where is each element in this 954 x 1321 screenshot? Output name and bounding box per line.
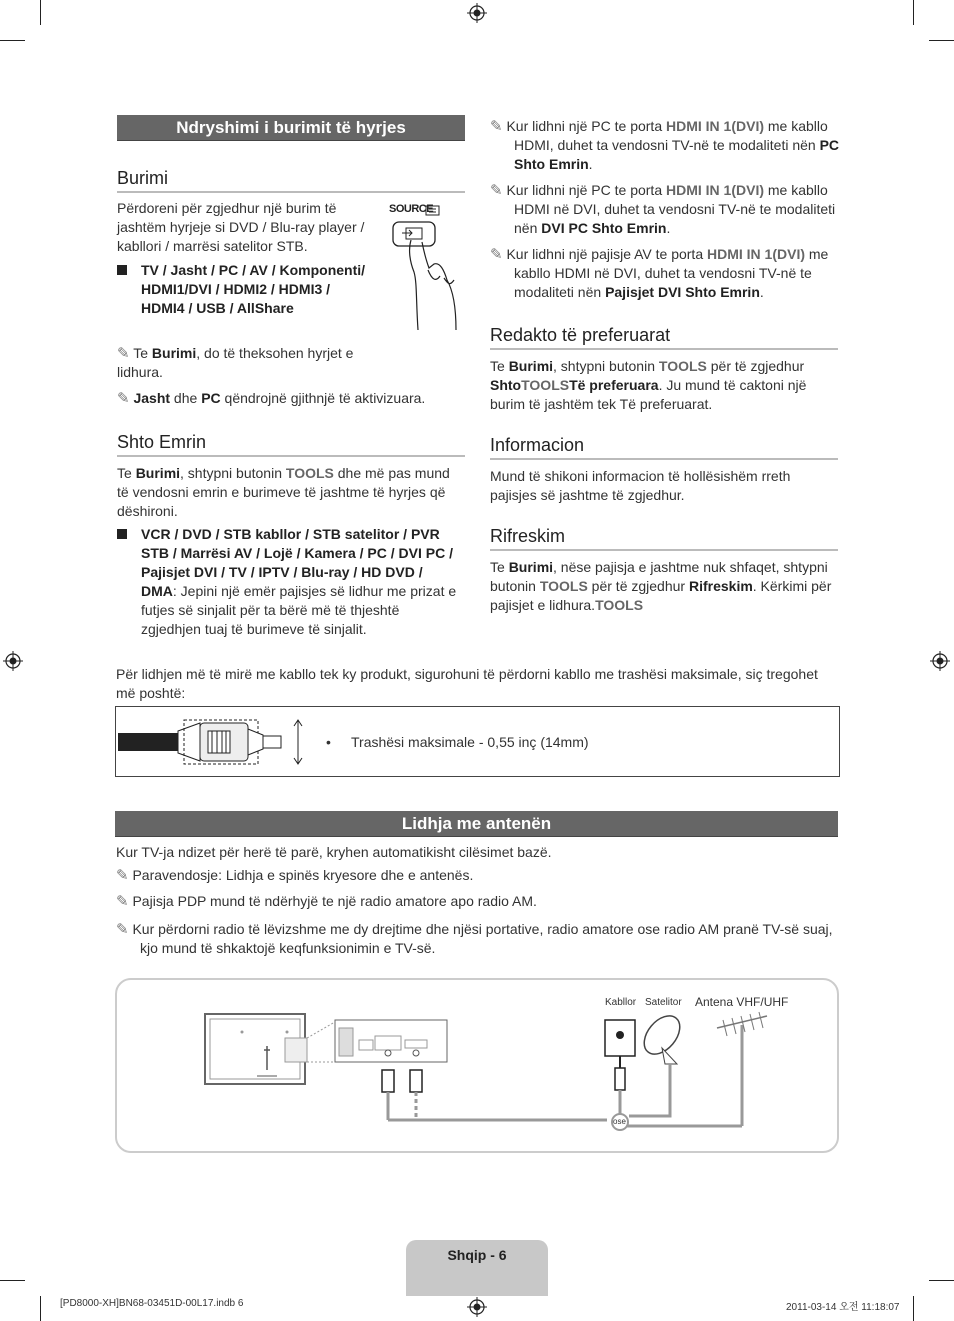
crop-mark bbox=[40, 1296, 41, 1321]
page-number: Shqip - 6 bbox=[447, 1247, 507, 1263]
crop-mark bbox=[929, 40, 954, 41]
hdmi-note-2: ✎ Kur lidhni një PC te porta HDMI IN 1(DVI) me kabllo HDMI në DVI, duhet ta vendosni TV-në te modaliteti nën DVI PC Shto Emrin. bbox=[490, 182, 836, 236]
hdmi-note-1: ✎ Kur lidhni një PC te porta HDMI IN 1(DVI) me kabllo HDMI, duhet ta vendosni TV-në te modaliteti nën PC Shto Emrin. bbox=[490, 118, 840, 172]
pencil-note-icon: ✎ bbox=[116, 921, 129, 938]
heading-informacion: Informacion bbox=[490, 435, 838, 460]
crop-mark bbox=[929, 1280, 954, 1281]
section-title-bar: Ndryshimi i burimit të hyrjes bbox=[117, 115, 465, 141]
pencil-note-icon: ✎ bbox=[117, 345, 130, 362]
pencil-note-icon: ✎ bbox=[116, 867, 129, 884]
pencil-note-icon: ✎ bbox=[116, 893, 129, 910]
antenna-note-1: ✎ Paravendosje: Lidhja e spinës kryesore dhe e antenës. bbox=[116, 867, 474, 884]
crop-mark bbox=[913, 0, 914, 25]
crop-mark bbox=[0, 40, 25, 41]
antenna-intro: Kur TV-ja ndizet për herë të parë, kryhen automatikisht cilësimet bazë. bbox=[116, 844, 552, 860]
pencil-note-icon: ✎ bbox=[117, 390, 130, 407]
crop-mark bbox=[913, 1296, 914, 1321]
cable-intro: Për lidhjen më të mirë me kabllo tek ky produkt, sigurohuni të përdorni kabllo me trashësi maksimale, siç tregohet më poshtë: bbox=[116, 666, 818, 701]
informacion-text: Mund të shikoni informacion të hollësishëm rreth pajisjes së jashtme të zgjedhur. bbox=[490, 468, 791, 503]
source-label: SOURCE bbox=[389, 203, 434, 215]
heading-shto-emrin: Shto Emrin bbox=[117, 432, 465, 457]
pencil-note-icon: ✎ bbox=[490, 118, 503, 135]
source-button-illustration bbox=[384, 200, 466, 332]
burimi-note-2: ✎ Jasht dhe PC qëndrojnë gjithnjë të aktivizuara. bbox=[117, 390, 426, 407]
crop-mark bbox=[40, 0, 41, 25]
label-ose: ose bbox=[613, 1117, 626, 1126]
label-antena: Antena VHF/UHF bbox=[695, 995, 789, 1009]
file-name: [PD8000-XH]BN68-03451D-00L17.indb 6 bbox=[60, 1298, 244, 1309]
spec-bullet: • bbox=[326, 734, 331, 750]
burimi-intro: Përdoreni për zgjedhur një burim të jashtëm hyrjeje si DVD / Blu-ray player / kabllori / marrësi satelitor STB. bbox=[117, 200, 365, 254]
antenna-connection-diagram bbox=[115, 978, 839, 1153]
burimi-note-1: ✎ Te Burimi, do të theksohen hyrjet e lidhura. bbox=[117, 345, 354, 380]
antenna-title-bar: Lidhja me antenën bbox=[115, 811, 838, 837]
crosshair-icon bbox=[3, 651, 23, 671]
bullet-square bbox=[117, 529, 127, 539]
label-kabllor: Kabllor bbox=[605, 997, 637, 1008]
crosshair-icon bbox=[930, 651, 950, 671]
heading-redakto: Redakto të preferuarat bbox=[490, 325, 838, 350]
heading-burimi: Burimi bbox=[117, 168, 465, 193]
label-satelitor: Satelitor bbox=[645, 997, 682, 1008]
crosshair-icon bbox=[467, 3, 487, 23]
heading-rifreskim: Rifreskim bbox=[490, 526, 838, 551]
pencil-note-icon: ✎ bbox=[490, 246, 503, 263]
cable-max-thickness: Trashësi maksimale - 0,55 inç (14mm) bbox=[351, 734, 589, 750]
antenna-note-2: ✎ Pajisja PDP mund të ndërhyjë te një radio amatore apo radio AM. bbox=[116, 893, 537, 910]
crop-mark bbox=[0, 1280, 25, 1281]
pencil-note-icon: ✎ bbox=[490, 182, 503, 199]
hdmi-note-3: ✎ Kur lidhni një pajisje AV te porta HDMI IN 1(DVI) me kabllo HDMI në DVI, duhet ta vendosni TV-në te modaliteti nën Pajisjet DVI Shto Emrin. bbox=[490, 246, 829, 300]
redakto-text: Te Burimi, shtypni butonin TOOLS për të zgjedhur ShtoTOOLSTë preferuara. Ju mund të caktoni një burim të jashtëm tek Të preferuarat. bbox=[490, 358, 807, 412]
cable-spec-box bbox=[115, 706, 840, 777]
shto-emrin-device-list: VCR / DVD / STB kabllor / STB satelitor / PVR STB / Marrësi AV / Lojë / Kamera / PC / DVI PC / Pajisjet DVI / TV / IPTV / Blu-ray / HD DVD / DMA: Jepini një emër pajisjes së lidhur me prizat e futjes së sinjalit për ta bërë më të thjeshtë zgjedhjen tuaj të burimeve të sinjalit. bbox=[141, 526, 457, 637]
crosshair-icon bbox=[467, 1297, 487, 1317]
antenna-note-3: ✎ Kur përdorni radio të lëvizshme me dy drejtime dhe njësi portative, radio amatore ose radio AM pranë TV-së suaj, kjo mund të shkaktojë keqfunksionimin e TV-së. bbox=[116, 921, 833, 956]
bullet-square bbox=[117, 265, 127, 275]
burimi-source-list: TV / Jasht / PC / AV / Komponenti/ HDMI1/DVI / HDMI2 / HDMI3 / HDMI4 / USB / AllShare bbox=[141, 262, 366, 316]
shto-emrin-text: Te Burimi, shtypni butonin TOOLS dhe më pas mund të vendosni emrin e burimeve të jashtme të hyrjes që dëshironi. bbox=[117, 465, 450, 519]
print-date: 2011-03-14 오전 11:18:07 bbox=[786, 1302, 900, 1313]
rifreskim-text: Te Burimi, nëse pajisja e jashtme nuk shfaqet, shtypni butonin TOOLS për të zgjedhur Rifreskim. Kërkimi për pajisjet e lidhura.TOOLS bbox=[490, 559, 832, 613]
cable-illustration bbox=[118, 717, 318, 767]
